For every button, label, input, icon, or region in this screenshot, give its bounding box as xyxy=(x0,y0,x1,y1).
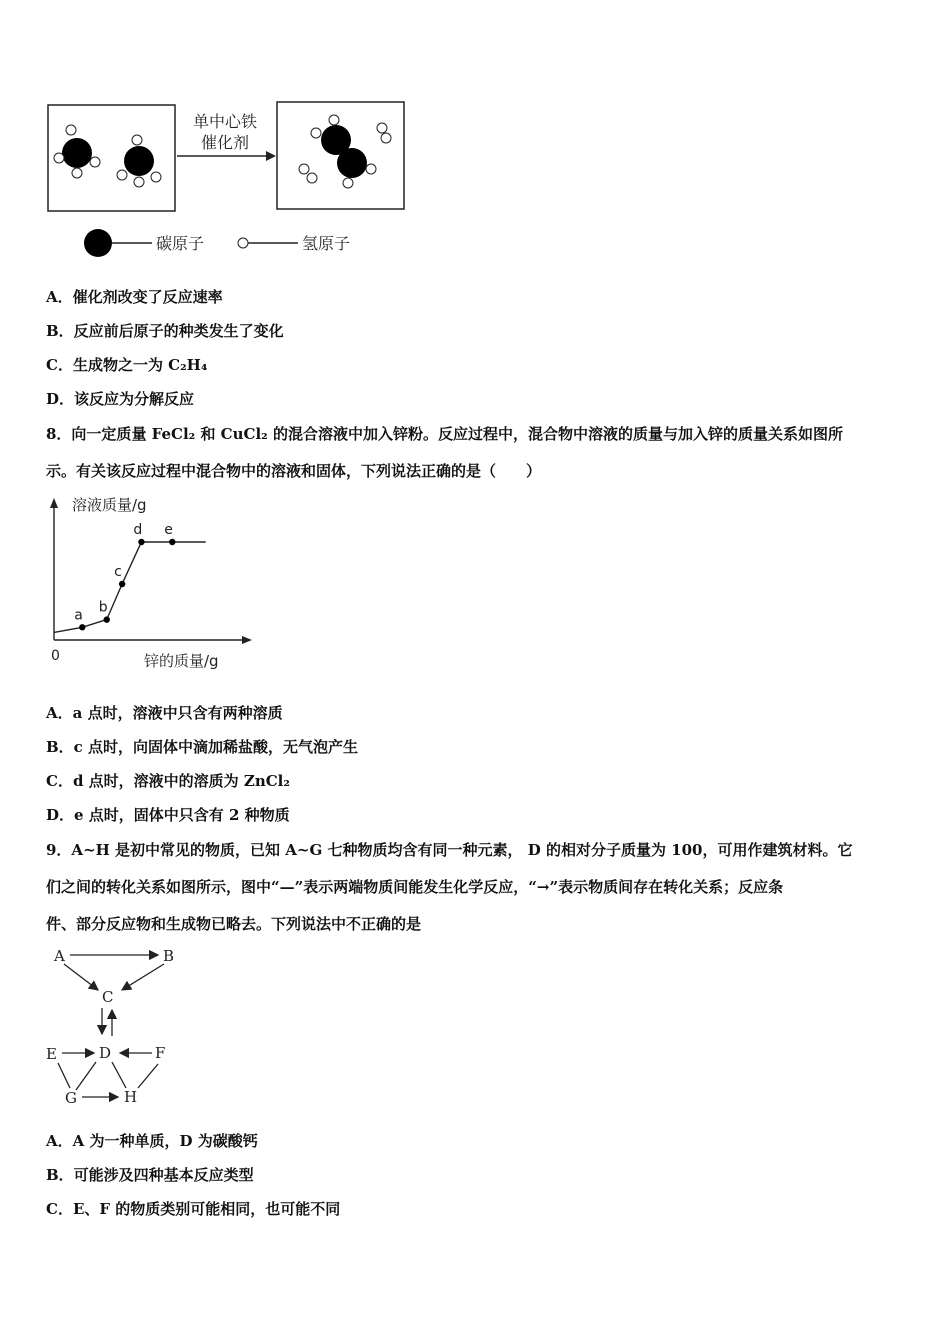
q7-option-b: B．反应前后原子的种类发生了变化 xyxy=(46,322,284,340)
q8-stem-line-2: 示。有关该反应过程中混合物中的溶液和固体，下列说法正确的是（ ） xyxy=(46,462,542,480)
q8-option-b: B．c 点时，向固体中滴加稀盐酸，无气泡产生 xyxy=(46,738,359,756)
q7-option-d: D．该反应为分解反应 xyxy=(46,390,195,408)
hydrogen-molecule-2 xyxy=(299,164,317,183)
legend-hydrogen xyxy=(238,234,350,253)
legend-hydrogen-label: 氢原子 xyxy=(302,234,351,253)
node-e: E xyxy=(46,1045,57,1063)
node-c: C xyxy=(102,988,114,1006)
node-g: G xyxy=(65,1089,77,1107)
node-d: D xyxy=(99,1044,112,1062)
chart-point-e xyxy=(169,539,175,545)
q9-stem-line-3: 件、部分反应物和生成物已略去。下列说法中不正确的是 xyxy=(46,915,422,933)
legend-carbon-label: 碳原子 xyxy=(156,234,205,253)
chart-ylabel: 溶液质量/g xyxy=(72,496,147,514)
chart-point-label-c: c xyxy=(114,564,122,580)
chart-point-a xyxy=(79,624,85,630)
q7-option-c: C．生成物之一为 C₂H₄ xyxy=(46,356,208,374)
catalyst-label-2: 催化剂 xyxy=(200,133,250,152)
chart-point-label-a: a xyxy=(74,607,83,624)
q9-option-b: B．可能涉及四种基本反应类型 xyxy=(46,1166,254,1184)
q8-option-c: C．d 点时，溶液中的溶质为 ZnCl₂ xyxy=(46,772,290,790)
q9-stem-line-1: 9．A~H 是初中常见的物质，已知 A~G 七种物质均含有同一种元素， D 的相对分子质量为 100，可用作建筑材料。它 xyxy=(46,841,853,859)
chart-point-label-d: d xyxy=(133,522,143,538)
catalyst-label-1: 单中心铁 xyxy=(192,112,258,131)
chart-point-c xyxy=(119,581,125,587)
q7-option-a: A．催化剂改变了反应速率 xyxy=(46,288,223,306)
chart-point-label-b: b xyxy=(98,599,108,616)
chart-origin-label: 0 xyxy=(51,648,60,664)
node-h: H xyxy=(124,1088,138,1106)
methane-molecule-2 xyxy=(117,135,161,187)
legend-carbon xyxy=(84,229,204,257)
q9-stem-line-2: 们之间的转化关系如图所示，图中“—”表示两端物质间能发生化学反应，“→”表示物质间存在转化关系；反应条 xyxy=(46,878,784,896)
node-b: B xyxy=(163,947,175,965)
chart-y-axis-arrow xyxy=(50,498,58,508)
node-a: A xyxy=(54,947,65,965)
chart-xlabel: 锌的质量/g xyxy=(144,652,219,670)
chart-point-label-e: e xyxy=(164,522,173,538)
chart-point-d xyxy=(138,539,144,545)
hydrogen-molecule-1 xyxy=(377,123,391,143)
node-f: F xyxy=(155,1044,166,1062)
q9-option-a: A．A 为一种单质，D 为碳酸钙 xyxy=(46,1132,258,1150)
q8-stem-line-1: 8．向一定质量 FeCl₂ 和 CuCl₂ 的混合溶液中加入锌粉。反应过程中，混合物中溶液的质量与加入锌的质量关系如图所 xyxy=(46,425,843,443)
q8-option-d: D．e 点时，固体中只含有 2 种物质 xyxy=(46,806,290,824)
chart-point-b xyxy=(104,616,110,622)
q9-option-c: C．E、F 的物质类别可能相同，也可能不同 xyxy=(46,1200,341,1218)
relation-diagram xyxy=(40,940,200,1110)
reaction-diagram xyxy=(40,95,420,265)
chart-x-axis-arrow xyxy=(242,636,252,644)
methane-molecule-1 xyxy=(54,125,100,178)
solution-mass-chart xyxy=(40,490,260,675)
q8-option-a: A．a 点时，溶液中只含有两种溶质 xyxy=(46,704,283,722)
ethylene-molecule xyxy=(311,115,376,188)
